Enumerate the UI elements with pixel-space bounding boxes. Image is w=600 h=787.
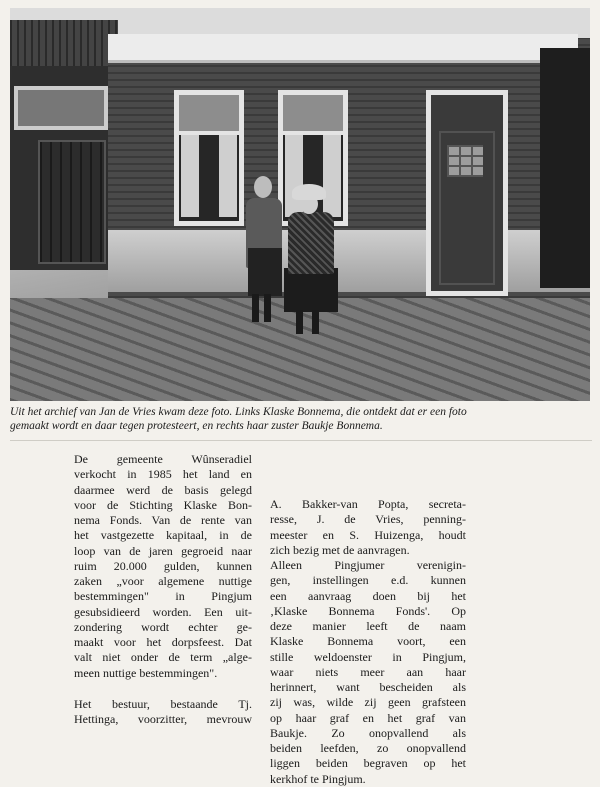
text-line: maakt voor het dorpsfeest. Dat bbox=[74, 635, 252, 649]
photo-left-door bbox=[38, 140, 106, 264]
hat bbox=[292, 184, 326, 200]
curtain bbox=[219, 135, 237, 217]
text-line: zaken „voor algemene nuttige bbox=[74, 574, 252, 588]
caption-line: gemaakt wordt en daar tegen protesteert, en rechts haar zuster Baukje Bonnema. bbox=[10, 420, 383, 432]
text-line: Hettinga, voorzitter, mevrouw bbox=[74, 712, 252, 726]
article-column-left bbox=[74, 452, 252, 727]
text-line: zondering wordt echter ge- bbox=[74, 619, 252, 634]
text-line: zich bezig met de aanvragen. bbox=[270, 542, 410, 557]
text-line: daarmee werd de basis gelegd bbox=[74, 482, 252, 497]
text-line: liggen beiden begraven op het bbox=[270, 756, 466, 771]
photo-left-roof bbox=[10, 20, 118, 66]
text-line: zij was, wilde zij geen grafsteen bbox=[270, 695, 466, 710]
text-line: Het bestuur, bestaande Tj. bbox=[74, 696, 252, 711]
text-line: A. Bakker-van Popta, secreta- bbox=[270, 497, 466, 511]
text-line: kerkhof te Pingjum. bbox=[270, 771, 366, 786]
text-line: ‚Klaske Bonnema Fonds'. Op bbox=[270, 603, 466, 618]
text-line: het vastgezette kapitaal, in de bbox=[74, 528, 252, 543]
photo-left-house bbox=[10, 20, 118, 270]
photo-caption bbox=[10, 405, 596, 433]
text-line: meester en S. Huizenga, houdt bbox=[270, 527, 466, 542]
photo-plinth bbox=[108, 230, 590, 292]
text-line: beiden leefden, zo onopvallend bbox=[270, 741, 466, 755]
photo-person-klaske bbox=[242, 176, 286, 324]
text-line: bestemmingen" in Pingjum bbox=[74, 589, 252, 604]
text-line: gesubsidieerd worden. Een uit- bbox=[74, 604, 252, 619]
window-transom bbox=[283, 95, 343, 135]
archival-photo bbox=[10, 8, 590, 401]
skirt bbox=[248, 248, 282, 296]
caption-line: Uit het archief van Jan de Vries kwam deze foto. Links Klaske Bonnema, die ontdekt dat er een foto bbox=[10, 406, 467, 418]
curtain bbox=[181, 135, 199, 217]
text-line: verkocht in 1985 het land en bbox=[74, 467, 252, 482]
text-line: voor de Stichting Klaske Bon- bbox=[74, 497, 252, 512]
photo-cornice bbox=[108, 34, 578, 63]
text-line: op haar graf en het graf van bbox=[270, 710, 466, 725]
text-line: valt niet onder de term „alge- bbox=[74, 650, 252, 665]
photo-left-window bbox=[14, 86, 108, 130]
text-line: ruim 20.000 gulden, kunnen bbox=[74, 558, 252, 573]
text-line: resse, J. de Vries, penning- bbox=[270, 512, 466, 527]
photo-person-baukje bbox=[282, 184, 342, 334]
window-transom bbox=[179, 95, 239, 135]
legs bbox=[252, 294, 274, 322]
text-line: gen, instellingen e.d. kunnen bbox=[270, 573, 466, 588]
text-line: Klaske Bonnema voort, een bbox=[270, 634, 466, 649]
photo-window-left bbox=[174, 90, 244, 226]
door-window-panel bbox=[447, 145, 483, 177]
text-line: herinnert, want bescheiden als bbox=[270, 680, 466, 694]
head bbox=[254, 176, 272, 198]
text-line: stille weldoenster in Pingjum, bbox=[270, 649, 466, 664]
paragraph-gap bbox=[74, 681, 252, 697]
skirt bbox=[284, 268, 338, 312]
text-line: loop van de jaren gegroeid naar bbox=[74, 543, 252, 558]
photo-right-shadow bbox=[540, 48, 590, 288]
divider bbox=[10, 440, 592, 441]
legs bbox=[296, 310, 326, 334]
text-line: nema Fonds. Van de rente van bbox=[74, 513, 252, 527]
photo-front-door bbox=[426, 90, 508, 296]
text-line: waar niets meer aan haar bbox=[270, 664, 466, 679]
text-line: Baukje. Zo onopvallend als bbox=[270, 725, 466, 740]
body bbox=[288, 212, 334, 274]
text-line: De gemeente Wûnseradiel bbox=[74, 452, 252, 466]
text-line: Alleen Pingjumer verenigin- bbox=[270, 558, 466, 572]
article-column-right bbox=[270, 497, 466, 787]
text-line: een aanvraag doen bij het bbox=[270, 588, 466, 603]
text-line: deze manier leeft de naam bbox=[270, 619, 466, 633]
text-line: meen nuttige bestemmingen". bbox=[74, 665, 218, 680]
